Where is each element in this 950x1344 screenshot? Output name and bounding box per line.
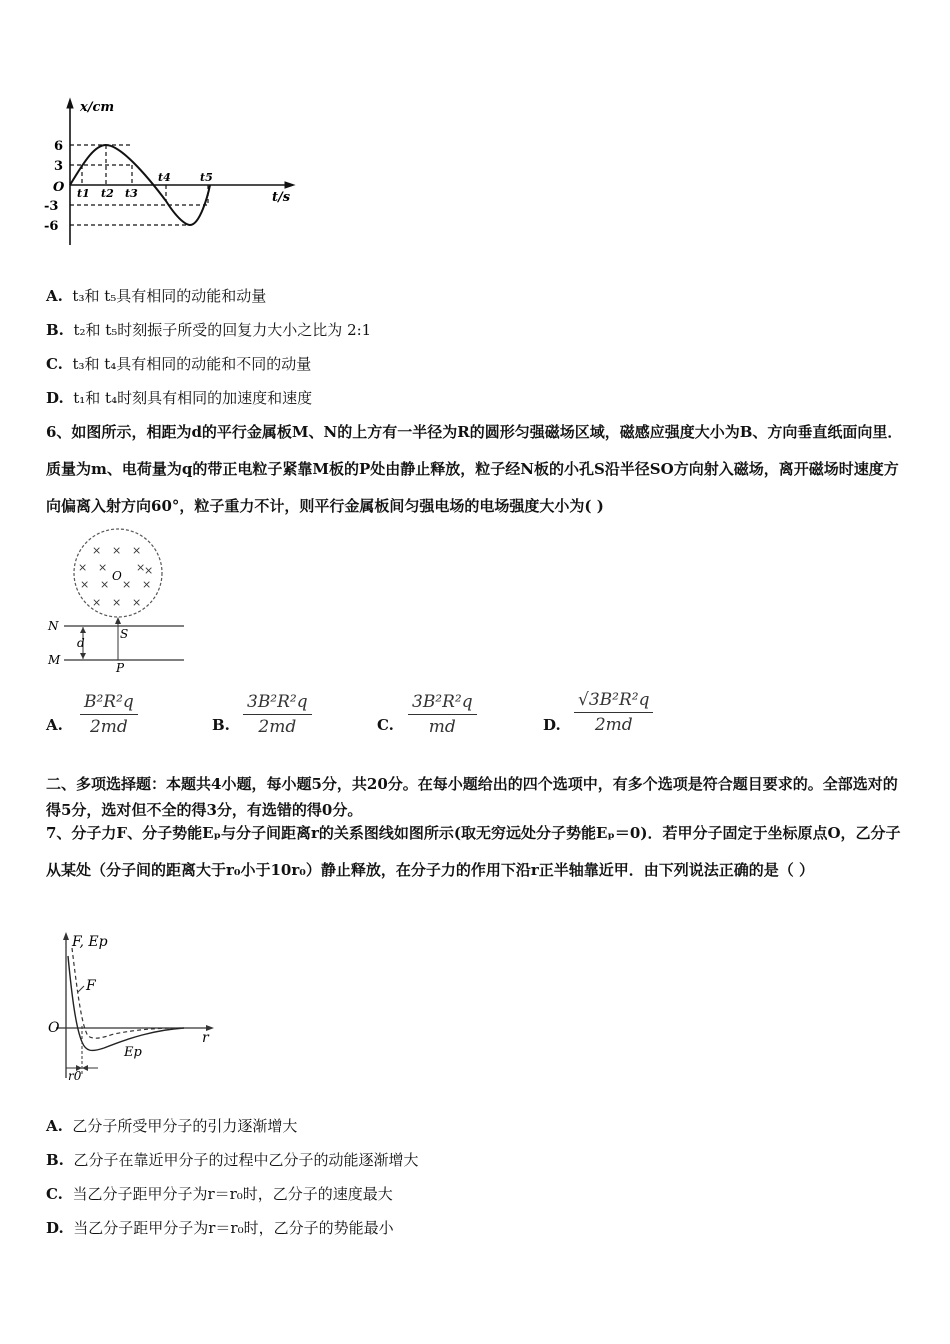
svg-text:×: × (92, 596, 102, 609)
origin-o-label: O (48, 1020, 60, 1036)
q7-option-d: D. 当乙分子距甲分子为r＝r₀时，乙分子的势能最小 (46, 1219, 394, 1237)
svg-text:×: × (132, 596, 142, 609)
axis-r-label: r (202, 1030, 209, 1046)
curve-f-label: F (86, 978, 96, 994)
y-axis-label: x/cm (80, 100, 115, 115)
q6-option-c-letter: C. (377, 716, 394, 734)
q6-option-b-letter: B. (212, 716, 230, 734)
svg-text:×: × (122, 578, 132, 591)
svg-text:×: × (80, 578, 90, 591)
molecular-force-graph (44, 928, 224, 1084)
svg-text:×: × (98, 561, 108, 574)
t5-label: t5 (200, 171, 213, 184)
q6-stem: 6、如图所示，相距为d的平行金属板M、N的上方有一半径为R的圆形匀强磁场区域，磁感应强度大小为B、方向垂直纸面向里．质量为m、电荷量为q的带正电粒子紧靠M板的P处由静止释放，粒子经N板的小孔S沿半径SO方向射入磁场，离开磁场时速度方向偏离入射方向60°，粒子重力不计，则平行金属板间匀强电场的电场强度大小为( ) (46, 423, 903, 515)
axis-f-ep-label: F, Ep (72, 934, 108, 950)
tick-minus-6: -6 (44, 219, 59, 234)
magnetic-field-figure (44, 528, 194, 674)
q5-option-a: A. t₃和 t₅具有相同的动能和动量 (46, 287, 267, 305)
q5-option-d: D. t₁和 t₄时刻具有相同的加速度和速度 (46, 389, 313, 407)
svg-text:×: × (112, 544, 122, 557)
center-o-label: O (112, 569, 122, 583)
svg-text:×: × (100, 578, 110, 591)
r0-label: r0 (68, 1069, 82, 1083)
oscillation-graph (40, 95, 300, 255)
q5-option-b: B. t₂和 t₅时刻振子所受的回复力大小之比为 2:1 (46, 321, 372, 339)
t3-label: t3 (125, 187, 138, 200)
q6-option-b-fraction: $\frac{\text{3B²R²q}}{2md}$ (243, 692, 312, 737)
q7-option-a: A. 乙分子所受甲分子的引力逐渐增大 (46, 1117, 298, 1135)
tick-6: 6 (54, 139, 64, 154)
q7-option-c: C. 当乙分子距甲分子为r＝r₀时，乙分子的速度最大 (46, 1185, 393, 1203)
q6-option-c-fraction: $\frac{\text{3B²R²q}}{md}$ (408, 692, 477, 737)
q6-option-d-letter: D. (543, 716, 561, 734)
q6-option-d-fraction: $\frac{\text{√3B²R²q}}{2md}$ (574, 690, 653, 735)
q7-option-b: B. 乙分子在靠近甲分子的过程中乙分子的动能逐渐增大 (46, 1151, 419, 1169)
t1-label: t1 (77, 187, 90, 200)
tick-minus-3: -3 (44, 199, 59, 214)
plate-n-label: N (48, 619, 59, 633)
q6-option-a-letter: A. (46, 716, 63, 734)
tick-origin: O (53, 180, 65, 195)
hole-s-label: S (120, 627, 129, 641)
q7-stem: 7、分子力F、分子势能Eₚ与分子间距离r的关系图线如图所示(取无穷远处分子势能Eₚ＝0)．若甲分子固定于坐标原点O，乙分子从某处（分子间的距离大于r₀小于10r₀）静止释放，在分子力的作用下沿r正半轴靠近甲．由下列说法正确的是（ ） (46, 824, 901, 879)
svg-text:×: × (144, 564, 154, 577)
x-axis-label: t/s (272, 190, 291, 205)
distance-d-label: d (77, 636, 85, 650)
q5-option-c: C. t₃和 t₄具有相同的动能和不同的动量 (46, 355, 312, 373)
svg-text:×: × (78, 561, 88, 574)
t2-label: t2 (101, 187, 114, 200)
curve-ep-label: Ep (124, 1045, 142, 1060)
section-2-header: 二、多项选择题：本题共4小题，每小题5分，共20分。在每小题给出的四个选项中，有多个选项是符合题目要求的。全部选对的得5分，选对但不全的得3分，有选错的得0分。 (46, 775, 898, 819)
svg-text:×: × (132, 544, 142, 557)
svg-text:×: × (92, 544, 102, 557)
svg-text:×: × (142, 578, 152, 591)
q6-option-a-fraction: $\frac{\text{B²R²q}}{2md}$ (80, 692, 138, 737)
t4-label: t4 (158, 171, 171, 184)
plate-m-label: M (48, 653, 61, 667)
tick-3: 3 (54, 159, 64, 174)
point-p-label: P (116, 661, 125, 674)
svg-text:×: × (112, 596, 122, 609)
svg-text:×: × (136, 561, 146, 574)
